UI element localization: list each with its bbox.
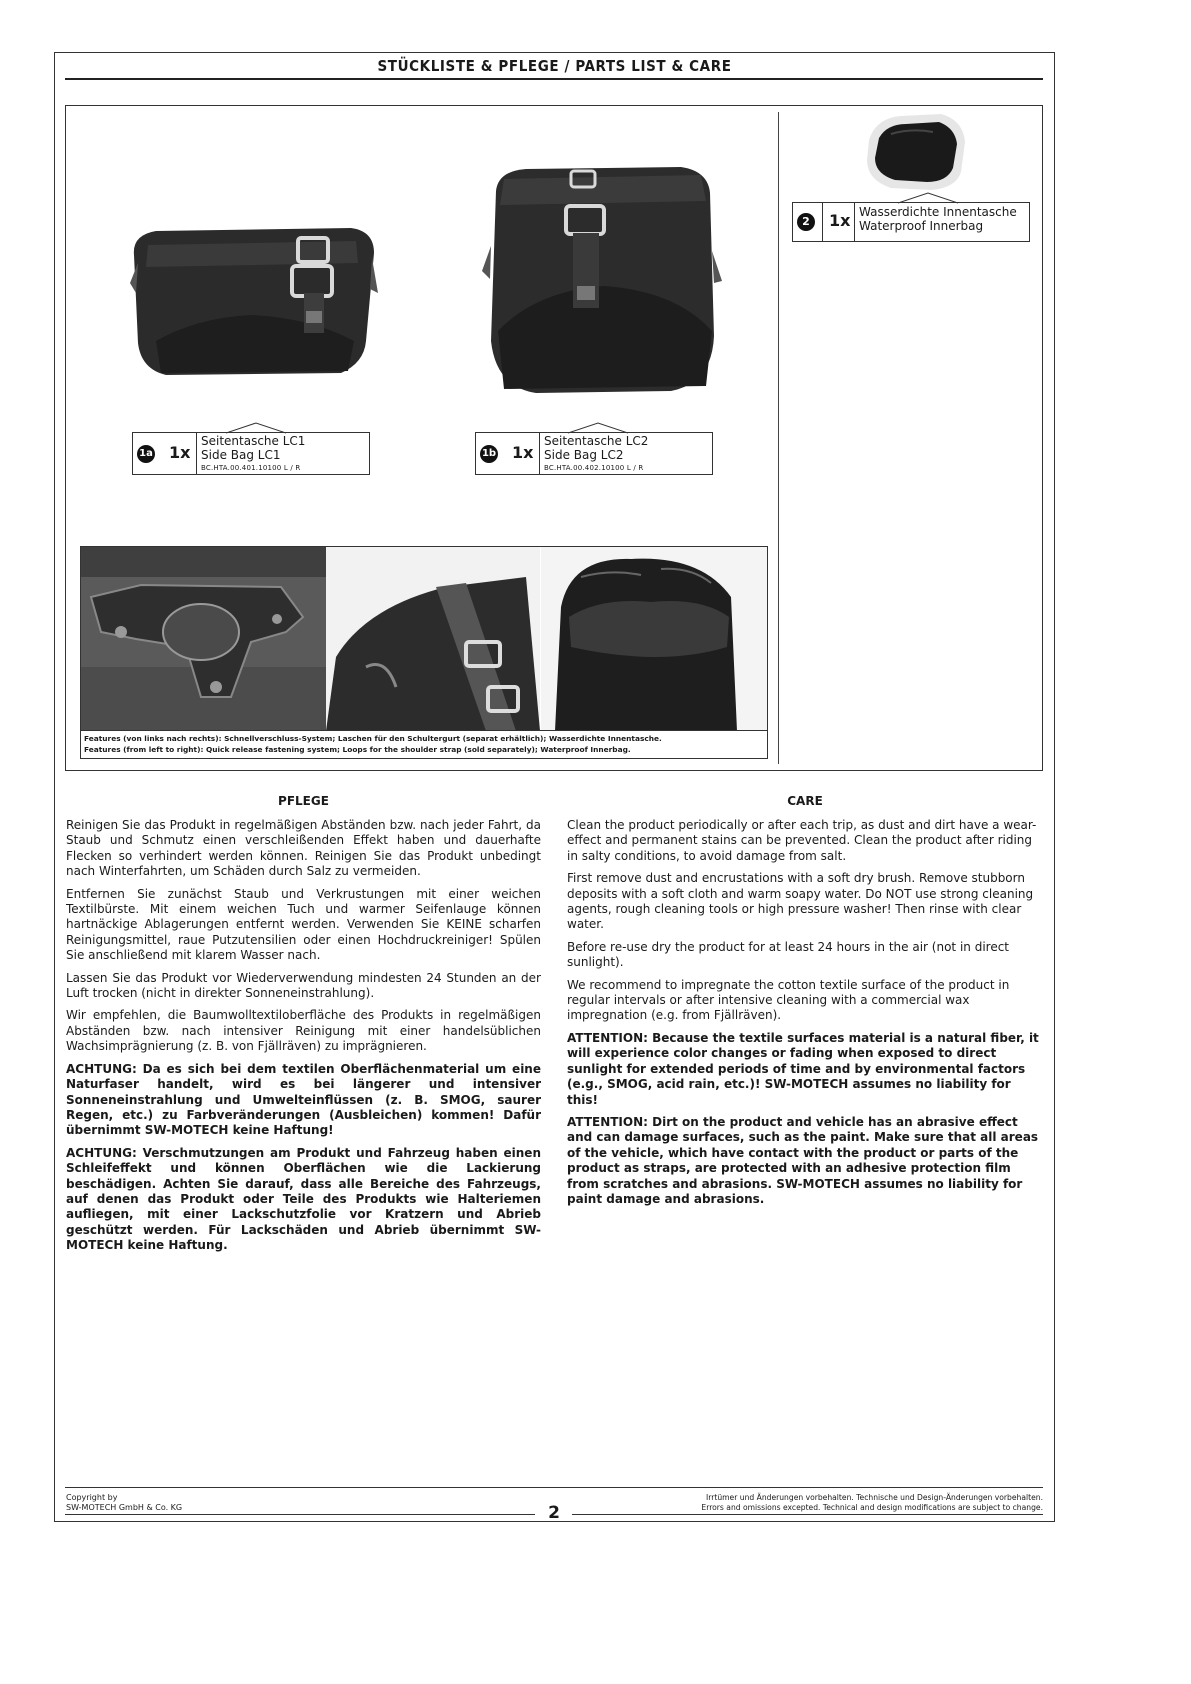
page-number-rule-right xyxy=(572,1514,1043,1515)
part-article-number: BC.HTA.00.402.10100 L / R xyxy=(544,464,644,472)
part-separator xyxy=(854,203,855,241)
care-heading-de: PFLEGE xyxy=(278,794,329,808)
care-heading-en: CARE xyxy=(787,794,823,808)
part-quantity: 1x xyxy=(512,443,534,462)
part-badge: 1b xyxy=(480,445,498,463)
copyright xyxy=(66,1493,182,1513)
parts-vertical-divider xyxy=(778,112,779,764)
parts-list-frame xyxy=(65,105,1043,771)
care-paragraph: Wir empfehlen, die Baumwolltextiloberfläche des Produkts in regelmäßigen Abständen bzw. nach intensiver Reinigung mit einer handelsüblichen Wachsimprägnierung (z. B. von Fjällräven) zu imprägnieren. xyxy=(66,1008,541,1054)
part-name-en: Waterproof Innerbag xyxy=(859,219,984,233)
side-bag-lc1-image xyxy=(126,223,378,388)
disclaimer-de: Irrtümer und Änderungen vorbehalten. Technische und Design-Änderungen vorbehalten. xyxy=(706,1493,1043,1502)
features-caption xyxy=(81,730,767,758)
page-number: 2 xyxy=(548,1503,560,1523)
part-separator xyxy=(539,433,540,474)
part-quantity: 1x xyxy=(829,211,851,230)
care-paragraph: Reinigen Sie das Produkt in regelmäßigen Abständen bzw. nach jeder Fahrt, da Staub und Schmutz einen verschleißenden Effekt haben und dauerhafte Flecken so verhindert werden können. Reinigen Sie das Produkt unbedingt nach Winterfahrten, um Schäden durch Salz zu vermeiden. xyxy=(66,818,541,879)
waterproof-innerbag-image xyxy=(861,110,971,192)
part-item-innerbag xyxy=(792,202,1030,242)
care-paragraph: Entfernen Sie zunächst Staub und Verkrustungen mit einer weichen Textilbürste. Mit einem weichen Tuch und warmer Seifenlauge können hartnäckige Ablagerungen entfernt werden. Verwenden Sie KEINE scharfen Reinigungsmittel, raue Putzutensilien oder einen Hochdruckreiniger! Spülen Sie anschließend mit klarem Wasser nach. xyxy=(66,886,541,963)
disclaimer xyxy=(701,1493,1043,1513)
features-frame xyxy=(80,546,768,759)
care-warning: ACHTUNG: Da es sich bei dem textilen Oberflächenmaterial um eine Naturfaser handelt, wird es bei längerer und intensiver Sonneneinstrahlung und Umwelteinflüssen (z. B. SMOG, saurer Regen, etc.) zu Farbveränderungen (Ausbleichen) kommen! Dafür übernimmt SW-MOTECH keine Haftung! xyxy=(66,1061,541,1138)
part-label-notch xyxy=(898,192,958,204)
footer-rule xyxy=(65,1487,1043,1488)
quick-release-photo xyxy=(81,547,326,731)
care-column-de xyxy=(66,794,541,1261)
copyright-line: Copyright by xyxy=(66,1493,118,1502)
part-quantity: 1x xyxy=(169,443,191,462)
care-paragraph: Before re-use dry the product for at least 24 hours in the air (not in direct sunlight). xyxy=(567,939,1010,970)
part-item-lc2 xyxy=(475,432,713,475)
care-paragraph: Clean the product periodically or after each trip, as dust and dirt have a wear-effect and permanent stains can be prevented. Clean the product after riding in salty conditions, to avoid damage from salt. xyxy=(567,818,1037,863)
part-badge: 1a xyxy=(137,445,155,463)
part-article-number: BC.HTA.00.401.10100 L / R xyxy=(201,464,301,472)
disclaimer-en: Errors and omissions excepted. Technical and design modifications are subject to change. xyxy=(701,1503,1043,1512)
copyright-line: SW-MOTECH GmbH & Co. KG xyxy=(66,1503,183,1512)
title-rule xyxy=(65,78,1043,80)
waterproof-innerbag-photo xyxy=(541,547,768,731)
care-paragraph: First remove dust and encrustations with a soft dry brush. Remove stubborn deposits with a soft cloth and warm soapy water. Do NOT use strong cleaning agents, rough cleaning tools or high pressure washer! Then rinse with clear water. xyxy=(567,871,1034,932)
shoulder-strap-loops-photo xyxy=(326,547,540,731)
care-paragraph: We recommend to impregnate the cotton textile surface of the product in regular intervals or after intensive cleaning with a commercial wax impregnation (e.g. from Fjällräven). xyxy=(567,977,1010,1023)
part-name-en: Side Bag LC1 xyxy=(201,448,281,462)
part-name-de: Seitentasche LC1 xyxy=(201,434,306,448)
part-name-en: Side Bag LC2 xyxy=(544,448,624,462)
care-warning: ATTENTION: Dirt on the product and vehicle has an abrasive effect and can damage surfaces, such as the paint. Make sure that all areas of the vehicle, which have contact with the product or parts of the product as straps, are protected with an adhesive protection film from scratches and abrasions. SW-MOTECH assumes no liability for paint damage and abrasions. xyxy=(567,1114,1039,1206)
page-title: STÜCKLISTE & PFLEGE / PARTS LIST & CARE xyxy=(377,57,732,75)
part-name-de: Seitentasche LC2 xyxy=(544,434,649,448)
part-name-de: Wasserdichte Innentasche xyxy=(859,205,1017,219)
part-separator xyxy=(822,203,823,241)
care-warning: ACHTUNG: Verschmutzungen am Produkt und Fahrzeug haben einen Schleifeffekt und können Oberflächen wie die Lackierung beschädigen. Achten Sie darauf, dass alle Bereiche des Fahrzeugs, auf denen das Produkt oder Teile des Produkts wie Halteriemen aufliegen, mit einer Lackschutzfolie vor Kratzern und Abrieb geschützt werden. Für Lackschäden und Abrieb übernimmt SW-MOTECH keine Haftung. xyxy=(66,1145,541,1253)
part-separator xyxy=(196,433,197,474)
care-column-en xyxy=(567,794,1043,1214)
care-warning: ATTENTION: Because the textile surfaces material is a natural fiber, it will experience color changes or fading when exposed to direct sunlight for extended periods of time and by environmental factors (e.g., SMOG, acid rain, etc.)! SW-MOTECH assumes no liability for this! xyxy=(567,1030,1039,1107)
side-bag-lc2-image xyxy=(476,161,726,401)
part-label-notch xyxy=(226,422,286,434)
part-label-notch xyxy=(568,422,628,434)
features-caption-en: Features (from left to right): Quick release fastening system; Loops for the shoulder strap (sold separately); Waterproof Innerbag. xyxy=(84,745,631,754)
care-paragraph: Lassen Sie das Produkt vor Wiederverwendung mindesten 24 Stunden an der Luft trocken (nicht in direkter Sonneneinstrahlung). xyxy=(66,970,541,1001)
part-badge: 2 xyxy=(797,213,815,231)
features-caption-de: Features (von links nach rechts): Schnellverschluss-System; Laschen für den Schultergurt (separat erhältlich); Wasserdichte Innentasche. xyxy=(84,734,662,743)
page-number-rule-left xyxy=(65,1514,535,1515)
part-item-lc1 xyxy=(132,432,370,475)
